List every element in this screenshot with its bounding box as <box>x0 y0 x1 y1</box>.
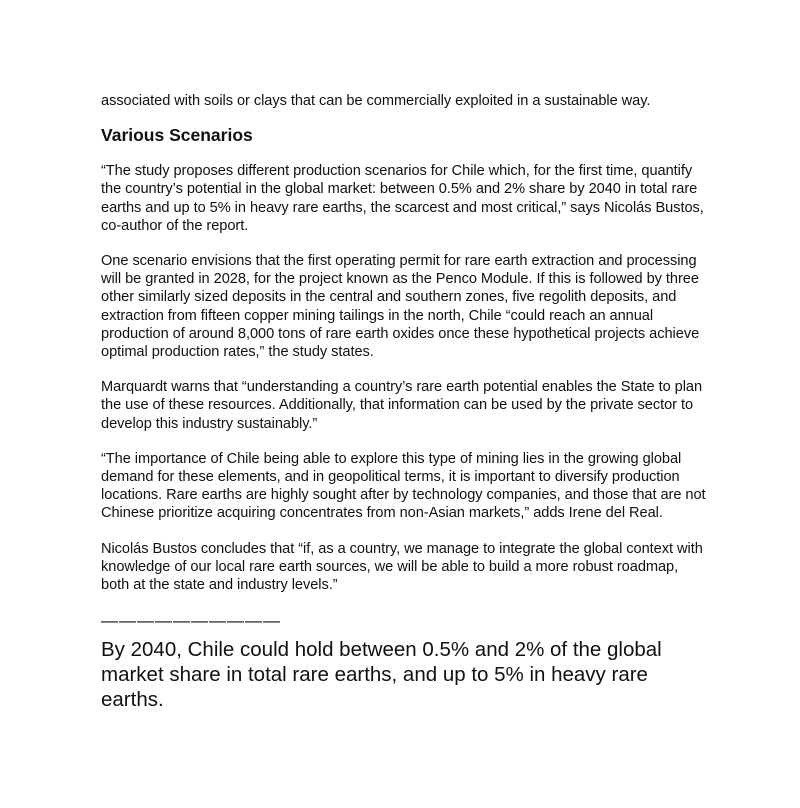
article-page <box>101 92 706 712</box>
paragraph-bustos-conclusion: Nicolás Bustos concludes that “if, as a country, we manage to integrate the global context with knowledge of our local rare earth sources, we will be able to build a more robust roadmap, both at the state and industry levels.” <box>101 540 703 594</box>
paragraph-del-real-quote: “The importance of Chile being able to explore this type of mining lies in the growing global demand for these elements, and in geopolitical terms, it is important to diversify production locations. Rare earths are highly sought after by technology companies, and those that are not Chinese prioritize acquiring concentrates from non-Asian markets,” adds Irene del Real. <box>101 450 706 522</box>
intro-paragraph: associated with soils or clays that can be commercially exploited in a sustainable way. <box>101 93 651 109</box>
pull-quote: By 2040, Chile could hold between 0.5% and 2% of the global market share in total rare earths, and up to 5% in heavy rare earths. <box>101 638 662 712</box>
section-heading: Various Scenarios <box>101 125 253 146</box>
separator-rule: —————————— <box>101 611 281 631</box>
paragraph-study-scenarios: “The study proposes different production scenarios for Chile which, for the first time, quantify the country’s potential in the global market: between 0.5% and 2% share by 2040 in total rare earths and up to 5% in heavy rare earths, the scarcest and most critical,” says Nicolás Bustos, co-author of the report. <box>101 163 704 234</box>
paragraph-marquardt-quote: Marquardt warns that “understanding a country’s rare earth potential enables the State to plan the use of these resources. Additionally, that information can be used by the private sector to develop this industry sustainably.” <box>101 379 703 432</box>
paragraph-penco-module: One scenario envisions that the first operating permit for rare earth extraction and processing will be granted in 2028, for the project known as the Penco Module. If this is followed by three other similarly sized deposits in the central and southern zones, five regolith deposits, and extraction from fifteen copper mining tailings in the north, Chile “could reach an annual production of around 8,000 tons of rare earth oxides once these hypothetical projects achieve optimal production rates,” the study states. <box>101 253 700 361</box>
